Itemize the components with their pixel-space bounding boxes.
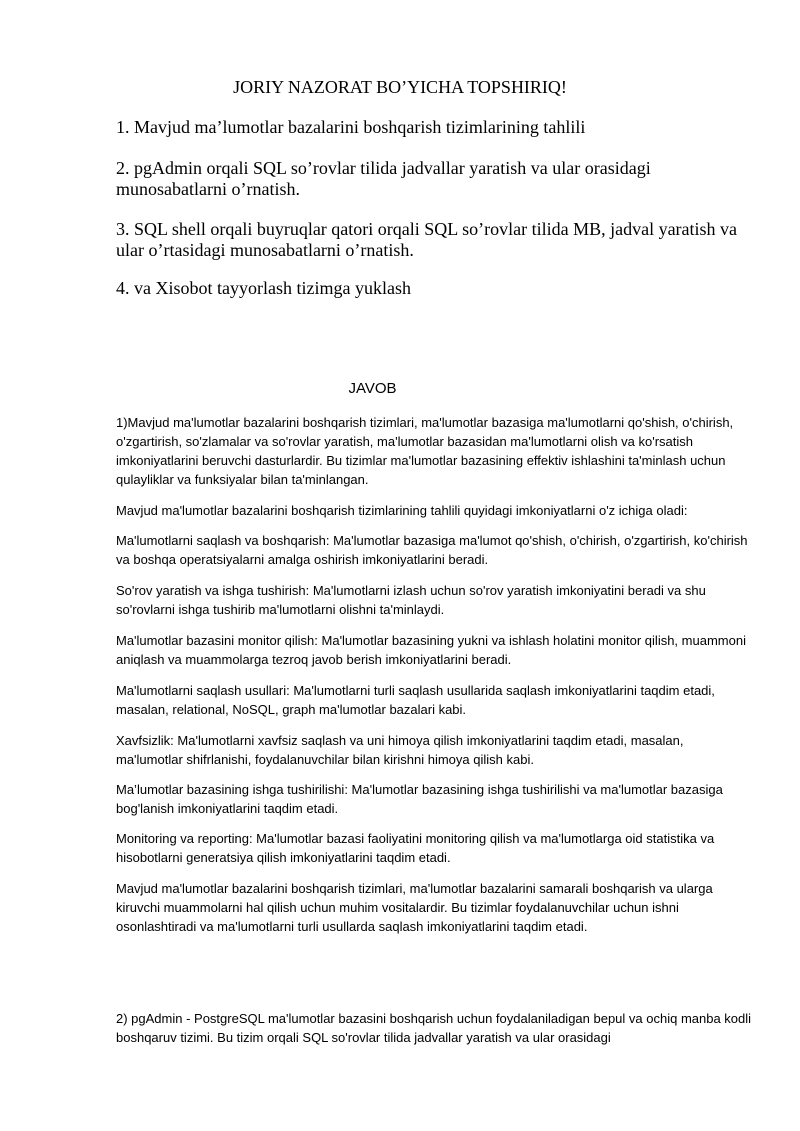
answer-paragraph: Mavjud ma'lumotlar bazalarini boshqarish tizimlarining tahlili quyidagi imkoniyatlarni o'z ichiga oladi: [116, 503, 688, 518]
answer-paragraph: Mavjud ma'lumotlar bazalarini boshqarish tizimlari, ma'lumotlar bazalarini samarali boshqarish va ularga kiruvchi muammolarni hal qilish uchun muhim vositalardir. Bu tizimlar foydalanuvchilar uchun ishni osonlashtiradi va ma'lumotlarni turli usullarda saqlash imkoniyatlarini taqdim etadi. [116, 881, 713, 934]
task-item-3: 3. SQL shell orqali buyruqlar qatori orqali SQL so’rovlar tilida MB, jadval yaratish va ular o’rtasidagi munosabatlarni o’rnatish. [116, 219, 738, 260]
answer-paragraph: Ma'lumotlar bazasini monitor qilish: Ma'lumotlar bazasining yukni va ishlash holatini monitor qilish, muammoni aniqlash va muammolarga tezroq javob berish imkoniyatlarini beradi. [116, 633, 746, 667]
answer-paragraph: 2) pgAdmin - PostgreSQL ma'lumotlar bazasini boshqarish uchun foydalaniladigan bepul va ochiq manba kodli boshqaruv tizimi. Bu tizim orqali SQL so'rovlar tilida jadvallar yaratish va ular orasidagi [116, 1011, 752, 1045]
task-item-1: 1. Mavjud ma’lumotlar bazalarini boshqarish tizimlarining tahlili [116, 117, 586, 137]
answer-paragraph: Ma'lumotlarni saqlash va boshqarish: Ma'lumotlar bazasiga ma'lumot qo'shish, o'chirish, o'zgartirish, ko'chirish va boshqa operatsiyalarni amalga oshirish imkoniyatlarini beradi. [116, 533, 748, 567]
task-item-4: 4. va Xisobot tayyorlash tizimga yuklash [116, 278, 411, 298]
answer-paragraph: 1)Mavjud ma'lumotlar bazalarini boshqarish tizimlari, ma'lumotlar bazasiga ma'lumotlarni qo'shish, o'chirish, o'zgartirish, so'zlamalar va so'rovlar yaratish, ma'lumotlar bazasidan ma'lumotlarni olish va ko'rsatish imkoniyatlarini beruvchi dasturlardir. Bu tizimlar ma'lumotlar bazasining effektiv ishlashini ta'minlash uchun qulayliklar va funksiyalar bilan ta'minlangan. [116, 415, 734, 487]
answer-heading: JAVOB [348, 380, 397, 397]
answer-paragraph: Ma’lumotlar bazasining ishga tushirilishi: Ma'lumotlar bazasining ishga tushirilishi va ma'lumotlar bazasiga bog'lanish imkoniyatlarini taqdim etadi. [116, 782, 723, 816]
answer-paragraph: Monitoring va reporting: Ma'lumotlar bazasi faoliyatini monitoring qilish va ma'lumotlarga oid statistika va hisobotlarni generatsiya qilish imkoniyatlarini taqdim etadi. [116, 831, 715, 865]
document-title: JORIY NAZORAT BO’YICHA TOPSHIRIQ! [233, 77, 567, 97]
answer-paragraph: Xavfsizlik: Ma'lumotlarni xavfsiz saqlash va uni himoya qilish imkoniyatlarini taqdim etadi, masalan, ma'lumotlar shifrlanishi, foydalanuvchilar bilan kirishni himoya qilish kabi. [116, 733, 684, 767]
answer-paragraph: So'rov yaratish va ishga tushirish: Ma'lumotlarni izlash uchun so'rov yaratish imkoniyatini beradi va shu so'rovlarni ishga tushirib ma'lumotlarni olishni ta'minlaydi. [116, 583, 706, 617]
task-item-2: 2. pgAdmin orqali SQL so’rovlar tilida jadvallar yaratish va ular orasidagi munosabatlarni o’rnatish. [116, 158, 651, 199]
answer-paragraph: Ma'lumotlarni saqlash usullari: Ma'lumotlarni turli saqlash usullarida saqlash imkoniyatlarini taqdim etadi, masalan, relational, NoSQL, graph ma'lumotlar bazalari kabi. [116, 683, 715, 717]
